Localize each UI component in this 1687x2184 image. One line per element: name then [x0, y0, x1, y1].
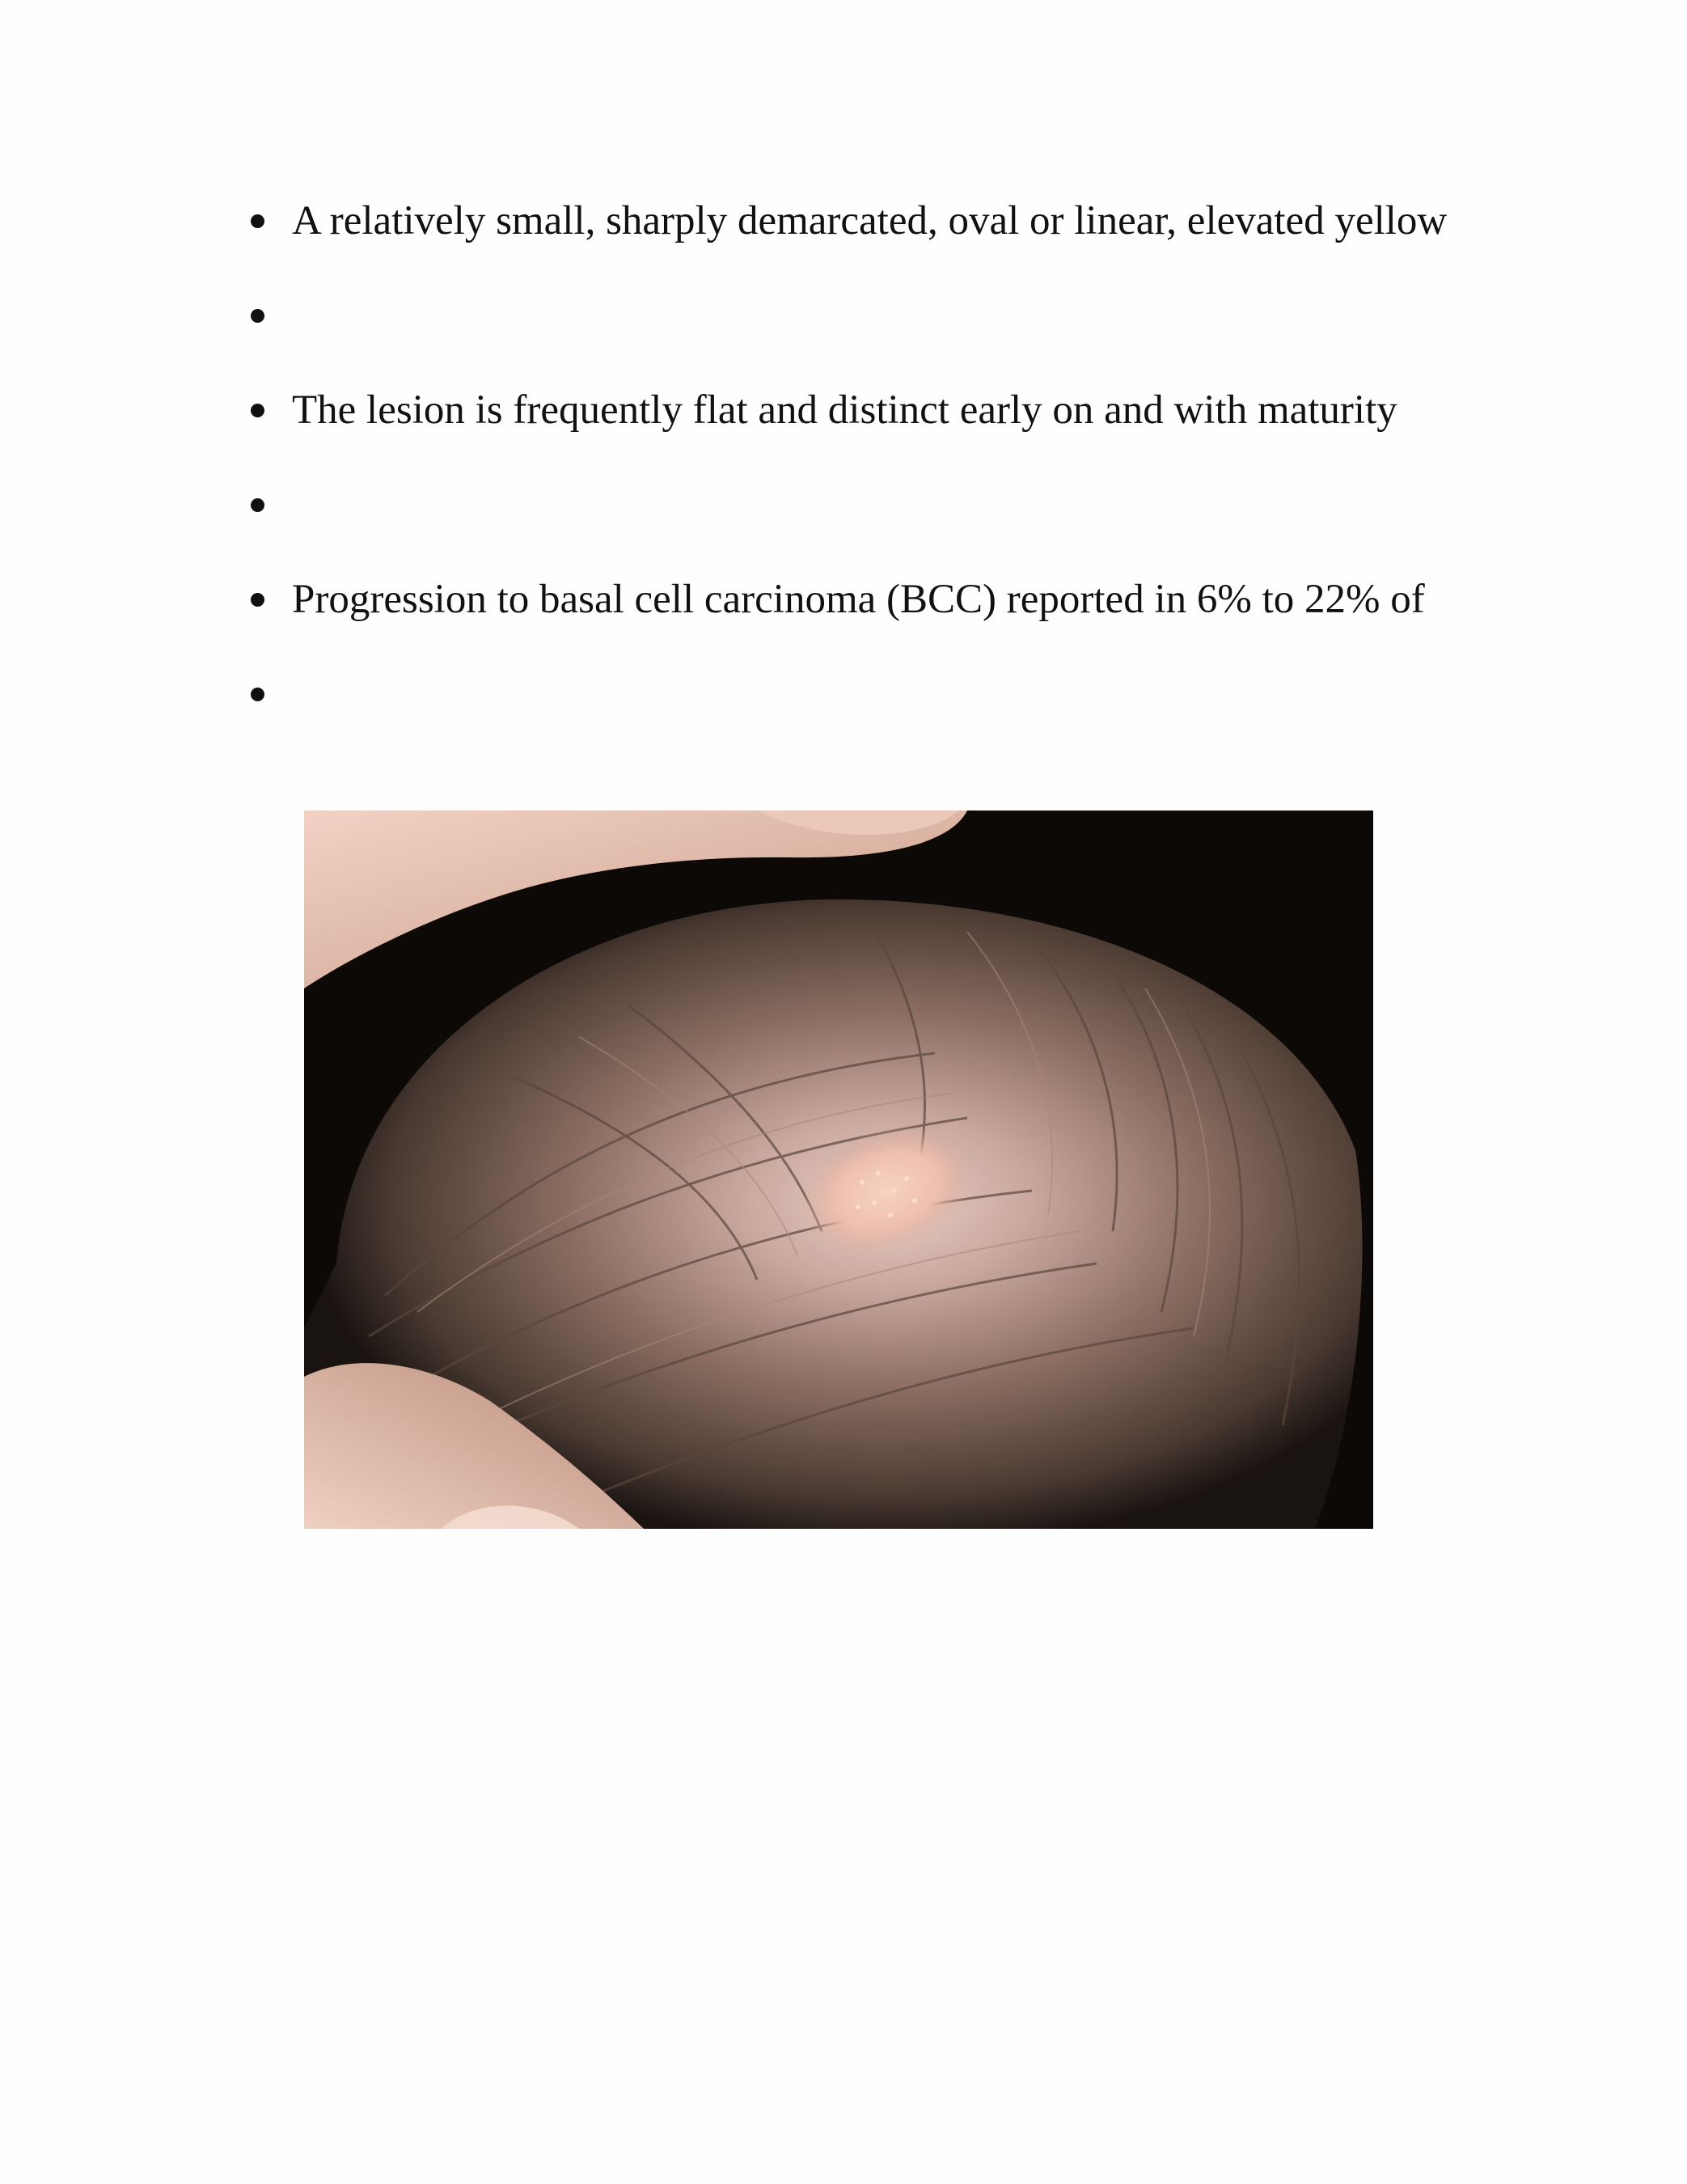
bullet-item — [251, 472, 292, 537]
bullet-dot-icon — [251, 498, 264, 512]
scalp-lesion-photo — [304, 811, 1373, 1529]
bullet-text: The lesion is frequently flat and distinct early on and with maturity — [292, 387, 1397, 433]
bullet-item — [251, 567, 1425, 632]
bullet-dot-icon — [251, 214, 264, 228]
bullet-dot-icon — [251, 309, 264, 323]
bullet-dot-icon — [251, 404, 264, 417]
bullet-dot-icon — [251, 688, 264, 701]
bullet-item — [251, 283, 292, 348]
bullet-item — [251, 188, 1447, 253]
bullet-item — [251, 378, 1397, 442]
scalp-photo-illustration — [304, 811, 1373, 1529]
bullet-text: Progression to basal cell carcinoma (BCC) reported in 6% to 22% of — [292, 576, 1425, 622]
bullet-dot-icon — [251, 593, 264, 607]
bullet-text: A relatively small, sharply demarcated, oval or linear, elevated yellow — [292, 197, 1448, 243]
bullet-item — [251, 662, 292, 726]
